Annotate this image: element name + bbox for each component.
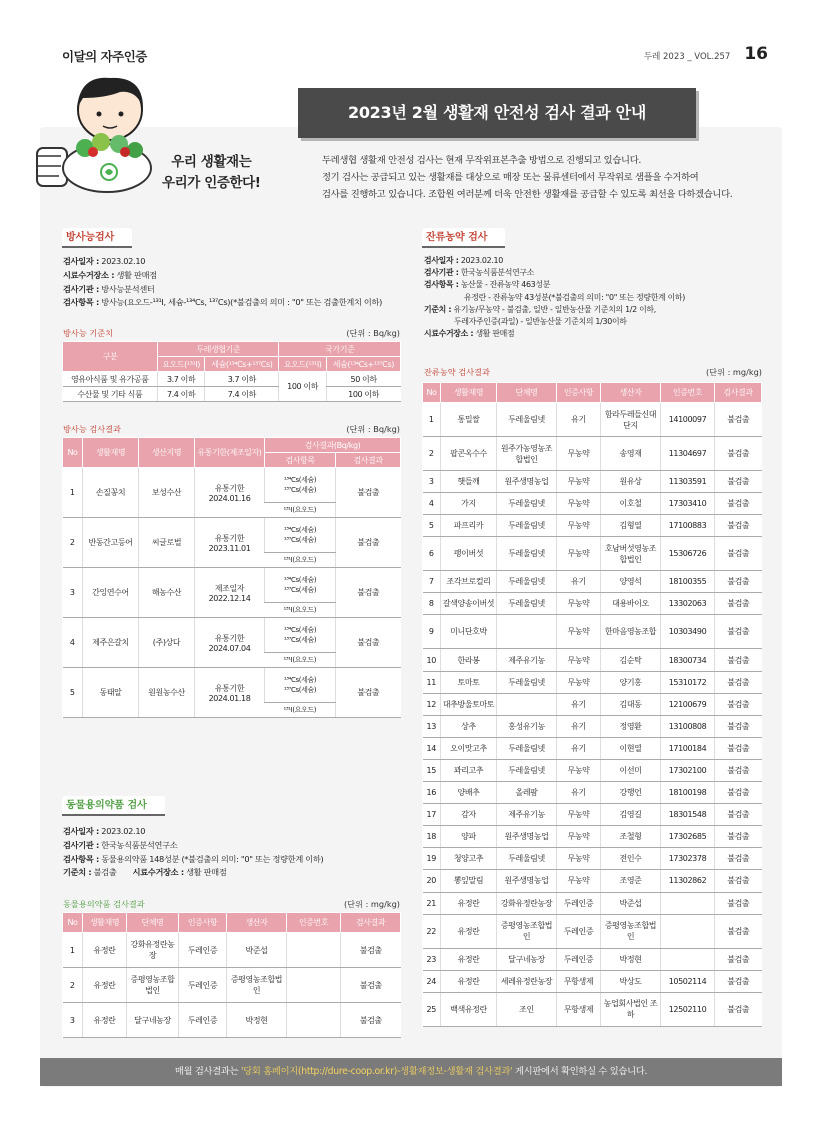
- table-cell: 24: [423, 970, 441, 992]
- intro-line: 두레생협 생활재 안전성 검사는 현재 무작위표본추출 방법으로 진행되고 있습니다.: [322, 155, 642, 166]
- pest-result-caption: 잔류농약 검사결과 (단위 : mg/kg): [424, 367, 762, 377]
- intro-line: 정기 검사는 공급되고 있는 생활재를 대상으로 매장 또는 물류센터에서 무작위로 샘플을 수거하여: [322, 172, 699, 183]
- table-cell: 증평영농조합법인: [227, 968, 287, 1003]
- table-cell: 양파: [441, 826, 497, 848]
- table-cell: 불검출: [715, 826, 762, 848]
- table-cell: ¹³⁴Cs(세슘) ¹³⁷Cs(세슘): [265, 568, 336, 603]
- table-cell: 11: [423, 671, 441, 693]
- table-cell: 조인: [497, 992, 557, 1026]
- table-cell: 박상도: [601, 970, 661, 992]
- table-cell: 원원농수산: [139, 668, 195, 718]
- table-row: [63, 968, 401, 1003]
- table-cell: [287, 1003, 341, 1038]
- table-cell: 토마토: [441, 671, 497, 693]
- table-cell: 양기홍: [601, 671, 661, 693]
- table-cell: 파프리카: [441, 515, 497, 537]
- table-cell: 조각브로컬리: [441, 571, 497, 593]
- table-cell: 대용바이오: [601, 593, 661, 615]
- table-cell: 박정현: [227, 1003, 287, 1038]
- table-cell: 유기: [557, 403, 601, 437]
- table-cell: 보성수산: [139, 468, 195, 518]
- table-row: [423, 493, 762, 515]
- table-cell: 12: [423, 693, 441, 715]
- issue-label: 두레 2023 _ VOL.257: [643, 52, 731, 62]
- table-cell: 13100808: [661, 715, 715, 737]
- table-cell: 불검출: [336, 618, 401, 668]
- table-cell: 원주가농영농조합법인: [497, 437, 557, 471]
- table-row: [423, 759, 762, 781]
- table-cell: (주)상다: [139, 618, 195, 668]
- table-cell: 17302100: [661, 759, 715, 781]
- table-cell: 불검출: [715, 948, 762, 970]
- page-number: 16: [744, 44, 768, 64]
- table-cell: 무농약: [557, 848, 601, 870]
- table-row: [63, 468, 401, 503]
- table-cell: 올레팜: [497, 782, 557, 804]
- table-cell: 무농약: [557, 870, 601, 892]
- table-cell: 14100097: [661, 403, 715, 437]
- table-cell: 무농약: [557, 537, 601, 571]
- table-cell: 유기: [557, 737, 601, 759]
- table-cell: 불검출: [715, 537, 762, 571]
- table-cell: 불검출: [715, 870, 762, 892]
- table-row: [63, 568, 401, 603]
- table-cell: [287, 933, 341, 968]
- table-cell: 불검출: [715, 493, 762, 515]
- table-cell: ¹³⁴Cs(세슘) ¹³⁷Cs(세슘): [265, 618, 336, 653]
- table-cell: 1: [423, 403, 441, 437]
- table-row: [423, 471, 762, 493]
- table-cell: 불검출: [715, 892, 762, 914]
- table-cell: 4: [63, 618, 83, 668]
- table-cell: 두레울림넷: [497, 515, 557, 537]
- table-cell: 무농약: [557, 804, 601, 826]
- table-cell: 두레울림넷: [497, 671, 557, 693]
- slogan: [162, 152, 261, 194]
- radiation-std-caption: 방사능 기준치 (단위 : Bq/kg): [63, 328, 400, 338]
- table-row: [423, 870, 762, 892]
- table-cell: [497, 615, 557, 649]
- table-cell: 두레울림넷: [497, 571, 557, 593]
- table-cell: 불검출: [336, 668, 401, 718]
- table-cell: 가지: [441, 493, 497, 515]
- table-cell: 조영준: [601, 870, 661, 892]
- table-cell: 불검출: [715, 782, 762, 804]
- table-cell: 이선미: [601, 759, 661, 781]
- table-cell: 이현열: [601, 737, 661, 759]
- table-cell: 13: [423, 715, 441, 737]
- table-row: [63, 518, 401, 553]
- pest-section-title: 잔류농약 검사: [422, 228, 505, 248]
- table-cell: 뽕잎말림: [441, 870, 497, 892]
- table-cell: 유정란: [441, 948, 497, 970]
- table-cell: 18300734: [661, 649, 715, 671]
- table-cell: 11303591: [661, 471, 715, 493]
- table-cell: 23: [423, 948, 441, 970]
- table-row: [423, 848, 762, 870]
- table-cell: 송영재: [601, 437, 661, 471]
- table-cell: 무항생제: [557, 992, 601, 1026]
- table-cell: 4: [423, 493, 441, 515]
- table-cell: 17303410: [661, 493, 715, 515]
- vet-result-table: No 생활재명 단체명 인증사항 생산자 인증번호 검사결과 1 유정란 강화유정란농장 두레인증 박준섭 불검출 2 유정란 증평영농조합법인 두레인증 증평영농조합법인 불검출 3 유정란 달구네농장 두레인증 박정현 불검출: [62, 912, 401, 1038]
- table-cell: ¹³⁴Cs(세슘) ¹³⁷Cs(세슘): [265, 468, 336, 503]
- table-cell: 조철형: [601, 826, 661, 848]
- table-cell: ¹³¹I(요오드): [265, 603, 336, 618]
- table-cell: 김대동: [601, 693, 661, 715]
- table-cell: 18100198: [661, 782, 715, 804]
- table-cell: 무항생제: [557, 970, 601, 992]
- table-cell: 팝콘옥수수: [441, 437, 497, 471]
- table-cell: 두레인증: [557, 914, 601, 948]
- table-cell: [287, 968, 341, 1003]
- table-row: [423, 671, 762, 693]
- table-row: [423, 782, 762, 804]
- table-cell: 불검출: [341, 968, 401, 1003]
- table-cell: 18301548: [661, 804, 715, 826]
- table-cell: 11304697: [661, 437, 715, 471]
- table-cell: 17: [423, 804, 441, 826]
- radiation-result-table: No 생활재명 생산지명 유통기한(제조일자) 검사결과(Bq/kg) 검사항목 검사결과 1 손질꽁치 보성수산 유통기한 2024.01.16 ¹³⁴Cs(세슘) ¹³⁷Cs(세슘) 불검출 ¹³¹I(요오드) 2 반동간고등어 씨글로벌 유통기한 2023.11.01 ¹³⁴Cs(세슘) ¹³⁷Cs(세슘) 불검출 ¹³¹I(요오드) 3 간잉연수어 해농수산 제조일자 2022.12.14 ¹³⁴Cs(세슘) ¹³⁷Cs(세슘) 불검출 ¹³¹I(요오드) 4 제주은갈치 (주)상다 유통기한 2024.07.04 ¹³⁴Cs(세슘) ¹³⁷Cs(세슘) 불검출 ¹³¹I(요오드) 5 동태알 원원농수산 유통기한 2024.01.18 ¹³⁴Cs(세슘) ¹³⁷Cs(세슘) 불검출 ¹³¹I(요오드): [62, 437, 401, 718]
- table-cell: 박준섭: [227, 933, 287, 968]
- table-cell: 불검출: [336, 568, 401, 618]
- table-cell: 달구네농장: [497, 948, 557, 970]
- table-cell: 감자: [441, 804, 497, 826]
- table-cell: 농업회사법인 조하: [601, 992, 661, 1026]
- section-label: 이달의 자주인증: [62, 49, 147, 64]
- table-cell: 증평영농조합법인: [497, 914, 557, 948]
- table-cell: 불검출: [715, 848, 762, 870]
- table-row: [423, 693, 762, 715]
- table-row: [423, 615, 762, 649]
- table-cell: 무농약: [557, 759, 601, 781]
- table-cell: 원유상: [601, 471, 661, 493]
- table-cell: 김영길: [601, 804, 661, 826]
- table-cell: 양배추: [441, 782, 497, 804]
- table-cell: 유통기한 2024.01.16: [195, 468, 265, 518]
- table-row: [63, 618, 401, 653]
- table-cell: 불검출: [715, 804, 762, 826]
- table-cell: 20: [423, 870, 441, 892]
- table-cell: 미니단호박: [441, 615, 497, 649]
- table-cell: 대추방울토마토: [441, 693, 497, 715]
- table-cell: 두레울림넷: [497, 759, 557, 781]
- table-cell: 양영석: [601, 571, 661, 593]
- pest-result-table: No 생활재명 단체명 인증사항 생산자 인증번호 검사결과 1 통밀쌀 두레울림넷 유기 함라두레들신대단지 14100097 불검출 2 팝콘옥수수 원주가농영농조합법인 무농약 송영재 11304697 불검출 3 햇들깨 원주생명농업 무농약 원유상 11303591 불검출 4 가지 두레울림넷 무농약 이호철 17303410 불검출 5 파프리카 두레울림넷 무농약 김형열 17100883 불검출 6 팽이버섯 두레울림넷 무농약 호남버섯영농조합법인 15306726 불검출 7 조각브로컬리 두레울림넷 유기 양영석 18100355 불검출 8 갈색양송이버섯 두레울림넷 무농약 대용바이오 13302063 불검출 9 미니단호박 무농약 한마음영농조합 10303490 불검출 10 한라봉 제주유기농 무농약 김순탁 18300734 불검출 11 토마토 두레울림넷 무농약 양기홍 15310172 불검출 12 대추방울토마토 유기 김대동 12100679 불검출 13 상추 홍성유기농 유기 정영환 13100808 불검출 14 오이맛고추 두레울림넷 유기 이현열 17100184 불검출 15 꽈리고추 두레울림넷 무농약 이선미 17302100 불검출 16 양배추 올레팜 유기 강행언 18100198 불검출 17 감자 제주유기농 무농약 김영길 18301548 불검출 18 양파 원주생명농업 무농약 조철형 17302685 불검출 19 청양고추 두레울림넷 무농약 전인수 17302378 불검출 20 뽕잎말림 원주생명농업 무농약 조영준 11302862 불검출 21 유정란 강화유정란농장 두레인증 박준섭 불검출 22 유정란 증평영농조합법인 두레인증 증평영농조합법인 불검출 23 유정란 달구네농장 두레인증 박정현 불검출 24 유정란 세레유정란농장 무항생제 박상도 10502114 불검출 25 백색유정란 조인 무항생제 농업회사법인 조하 12502110 불검출: [422, 382, 762, 1027]
- table-cell: 두레울림넷: [497, 403, 557, 437]
- table-cell: 오이맛고추: [441, 737, 497, 759]
- table-cell: 박준섭: [601, 892, 661, 914]
- table-cell: 10: [423, 649, 441, 671]
- table-cell: 무농약: [557, 515, 601, 537]
- table-row: [423, 826, 762, 848]
- table-cell: 3: [63, 1003, 83, 1038]
- table-cell: 불검출: [336, 518, 401, 568]
- table-cell: 1: [63, 468, 83, 518]
- table-cell: 강화유정란농장: [127, 933, 179, 968]
- table-row: [423, 948, 762, 970]
- table-cell: 팽이버섯: [441, 537, 497, 571]
- table-cell: 이호철: [601, 493, 661, 515]
- table-cell: [661, 948, 715, 970]
- table-cell: 전인수: [601, 848, 661, 870]
- vet-info: 검사일자 : 2023.02.10 검사기관 : 한국농식품분석연구소 검사항목 : 동물용의약품 148성분 (*불검출의 의미: "0" 또는 정량한계 이하) 기준치 : 불검출 시료수거장소 : 생활 판매점: [63, 826, 324, 878]
- table-cell: 불검출: [715, 403, 762, 437]
- table-cell: 유정란: [83, 933, 127, 968]
- table-cell: 3: [63, 568, 83, 618]
- table-cell: 불검출: [715, 914, 762, 948]
- radiation-section-title: 방사능검사: [62, 228, 132, 248]
- table-cell: 유통기한 2024.01.18: [195, 668, 265, 718]
- table-cell: 무농약: [557, 671, 601, 693]
- table-row: [423, 403, 762, 437]
- table-cell: 불검출: [715, 715, 762, 737]
- table-cell: 5: [63, 668, 83, 718]
- table-cell: ¹³¹I(요오드): [265, 653, 336, 668]
- table-cell: 두레울림넷: [497, 737, 557, 759]
- table-cell: 갈색양송이버섯: [441, 593, 497, 615]
- pest-info: 검사일자 : 2023.02.10 검사기관 : 한국농식품분석연구소 검사항목 : 농산물 - 잔류농약 463성분 유정란 - 잔류농약 43성분(*불검출의 의미: "0" 또는 정량한계 이하) 기준치 : 유기농/무농약 - 불검출, 일반 - 일반농산물 기준치의 1/2 이하, 두레자주인증(과일) - 일반농산물 기준치의 1/30이하 시료수거장소 : 생활 판매점: [424, 256, 686, 339]
- table-cell: 청양고추: [441, 848, 497, 870]
- table-cell: 함라두레들신대단지: [601, 403, 661, 437]
- table-cell: 반동간고등어: [83, 518, 139, 568]
- table-cell: 두레울림넷: [497, 537, 557, 571]
- table-cell: 2: [423, 437, 441, 471]
- table-row: [423, 914, 762, 948]
- table-cell: 2: [63, 518, 83, 568]
- table-cell: 1: [63, 933, 83, 968]
- table-cell: 9: [423, 615, 441, 649]
- table-cell: 달구네농장: [127, 1003, 179, 1038]
- table-cell: 두레인증: [557, 892, 601, 914]
- table-cell: 17302378: [661, 848, 715, 870]
- table-cell: 무농약: [557, 493, 601, 515]
- table-cell: 무농약: [557, 615, 601, 649]
- table-cell: 유정란: [83, 968, 127, 1003]
- table-row: [423, 715, 762, 737]
- table-cell: 불검출: [715, 515, 762, 537]
- table-row: [423, 515, 762, 537]
- table-cell: 간잉연수어: [83, 568, 139, 618]
- table-cell: 불검출: [336, 468, 401, 518]
- table-cell: 불검출: [341, 933, 401, 968]
- table-cell: 유정란: [83, 1003, 127, 1038]
- table-cell: ¹³¹I(요오드): [265, 503, 336, 518]
- table-cell: 불검출: [715, 737, 762, 759]
- table-cell: 불검출: [715, 759, 762, 781]
- table-cell: 불검출: [715, 649, 762, 671]
- table-cell: 강행언: [601, 782, 661, 804]
- table-cell: 11302862: [661, 870, 715, 892]
- table-cell: 무농약: [557, 826, 601, 848]
- table-cell: 18: [423, 826, 441, 848]
- table-cell: 유기: [557, 715, 601, 737]
- slogan-line1: 우리 생활재는: [171, 154, 252, 170]
- table-cell: 12100679: [661, 693, 715, 715]
- table-cell: 유통기한 2023.11.01: [195, 518, 265, 568]
- table-cell: 13302063: [661, 593, 715, 615]
- table-cell: 강화유정란농장: [497, 892, 557, 914]
- table-cell: 불검출: [715, 437, 762, 471]
- table-cell: 제주유기농: [497, 804, 557, 826]
- table-cell: ¹³⁴Cs(세슘) ¹³⁷Cs(세슘): [265, 668, 336, 703]
- table-row: [423, 593, 762, 615]
- table-cell: 5: [423, 515, 441, 537]
- table-row: [423, 992, 762, 1026]
- table-cell: 18100355: [661, 571, 715, 593]
- slogan-line2: 우리가 인증한다!: [162, 175, 261, 191]
- vet-section-title: 동물용의약품 검사: [62, 796, 165, 816]
- footer-notice: 매월 검사결과는 '당회 홈페이지(http://dure-coop.or.kr)-생활재정보-생활재 검사결과' 게시판에서 확인하실 수 있습니다.: [40, 1058, 782, 1086]
- table-cell: 꽈리고추: [441, 759, 497, 781]
- table-cell: 증평영농조합법인: [127, 968, 179, 1003]
- table-cell: 세레유정란농장: [497, 970, 557, 992]
- table-cell: [661, 914, 715, 948]
- table-cell: 유기: [557, 693, 601, 715]
- table-cell: 원주생명농업: [497, 471, 557, 493]
- intro-line: 검사를 진행하고 있습니다. 조합원 여러분께 더욱 안전한 생활재를 공급할 수 있도록 최선을 다하겠습니다.: [322, 189, 733, 200]
- table-cell: 6: [423, 537, 441, 571]
- table-cell: 15: [423, 759, 441, 781]
- table-cell: 홍성유기농: [497, 715, 557, 737]
- table-cell: 17100184: [661, 737, 715, 759]
- table-cell: [661, 892, 715, 914]
- table-cell: 7: [423, 571, 441, 593]
- table-cell: 상추: [441, 715, 497, 737]
- table-cell: 17302685: [661, 826, 715, 848]
- radiation-result-caption: 방사능 검사결과 (단위 : Bq/kg): [63, 424, 400, 434]
- table-cell: 한마음영농조합: [601, 615, 661, 649]
- table-row: [63, 1003, 401, 1038]
- radiation-std-table: 구분 두레생협기준 국가기준 요오드(¹³¹I) 세슘(¹³⁴Cs+¹³⁷Cs) 요오드(¹³¹I) 세슘(¹³⁴Cs+¹³⁷Cs) 영유아식품 및 유가공품 3.7 이하 3.7 이하 100 이하 50 이하 수산물 및 기타 식품 7.4 이하 7.4 이하 100 이하: [62, 341, 401, 402]
- table-cell: 유기: [557, 571, 601, 593]
- table-cell: 유정란: [441, 914, 497, 948]
- table-cell: 무농약: [557, 649, 601, 671]
- table-cell: 불검출: [715, 671, 762, 693]
- table-cell: 두레울림넷: [497, 593, 557, 615]
- table-cell: 불검출: [341, 1003, 401, 1038]
- table-cell: 제주은갈치: [83, 618, 139, 668]
- table-cell: 김형열: [601, 515, 661, 537]
- table-cell: 10303490: [661, 615, 715, 649]
- table-cell: 해농수산: [139, 568, 195, 618]
- table-cell: 15306726: [661, 537, 715, 571]
- radiation-info: 검사일자 : 2023.02.10 시료수거장소 : 생활 판매점 검사기관 : 방사능분석센터 검사항목 : 방사능(요오드-¹³¹I, 세슘-¹³⁴Cs, ¹³⁷Cs)(*불검출의 의미 : "0" 또는 검출한계치 이하): [63, 256, 383, 308]
- table-cell: ¹³¹I(요오드): [265, 703, 336, 718]
- table-cell: 박정현: [601, 948, 661, 970]
- table-cell: 12502110: [661, 992, 715, 1026]
- table-cell: 22: [423, 914, 441, 948]
- table-cell: 두레울림넷: [497, 493, 557, 515]
- table-cell: 15310172: [661, 671, 715, 693]
- table-cell: 16: [423, 782, 441, 804]
- table-cell: 유정란: [441, 970, 497, 992]
- table-cell: 불검출: [715, 992, 762, 1026]
- table-cell: 19: [423, 848, 441, 870]
- table-cell: 14: [423, 737, 441, 759]
- table-cell: 동태알: [83, 668, 139, 718]
- table-row: [423, 970, 762, 992]
- table-cell: 두레인증: [179, 1003, 227, 1038]
- table-cell: 불검출: [715, 593, 762, 615]
- intro-text: [322, 152, 762, 203]
- table-cell: 증평영농조합법인: [601, 914, 661, 948]
- table-cell: 불검출: [715, 615, 762, 649]
- table-cell: 원주생명농업: [497, 826, 557, 848]
- table-cell: 무농약: [557, 437, 601, 471]
- table-cell: 제주유기농: [497, 649, 557, 671]
- table-row: [423, 437, 762, 471]
- vet-result-caption: 동물용의약품 검사결과 (단위 : mg/kg): [63, 899, 400, 909]
- table-cell: 원주생명농업: [497, 870, 557, 892]
- table-cell: 21: [423, 892, 441, 914]
- table-cell: ¹³⁴Cs(세슘) ¹³⁷Cs(세슘): [265, 518, 336, 553]
- table-cell: 씨글로벌: [139, 518, 195, 568]
- table-row: [63, 668, 401, 703]
- page-title: 2023년 2월 생활재 안전성 검사 결과 안내: [298, 88, 696, 138]
- table-row: [423, 571, 762, 593]
- table-cell: 3: [423, 471, 441, 493]
- table-cell: 불검출: [715, 471, 762, 493]
- table-row: [423, 649, 762, 671]
- table-cell: 무농약: [557, 471, 601, 493]
- table-cell: [497, 693, 557, 715]
- table-cell: ¹³¹I(요오드): [265, 553, 336, 568]
- table-cell: 17100883: [661, 515, 715, 537]
- table-cell: 두레인증: [179, 968, 227, 1003]
- table-cell: 두레인증: [557, 948, 601, 970]
- table-row: [63, 933, 401, 968]
- table-cell: 제조일자 2022.12.14: [195, 568, 265, 618]
- table-row: [423, 804, 762, 826]
- table-cell: 무농약: [557, 593, 601, 615]
- table-cell: 10502114: [661, 970, 715, 992]
- table-cell: 유정란: [441, 892, 497, 914]
- table-cell: 호남버섯영농조합법인: [601, 537, 661, 571]
- table-cell: 백색유정란: [441, 992, 497, 1026]
- table-row: [423, 537, 762, 571]
- table-row: [423, 737, 762, 759]
- table-cell: 통밀쌀: [441, 403, 497, 437]
- table-cell: 불검출: [715, 970, 762, 992]
- table-cell: 불검출: [715, 693, 762, 715]
- table-cell: 유기: [557, 782, 601, 804]
- table-cell: 불검출: [715, 571, 762, 593]
- table-cell: 2: [63, 968, 83, 1003]
- table-cell: 정영환: [601, 715, 661, 737]
- table-cell: 한라봉: [441, 649, 497, 671]
- table-row: [423, 892, 762, 914]
- table-cell: 햇들깨: [441, 471, 497, 493]
- table-cell: 25: [423, 992, 441, 1026]
- table-cell: 손질꽁치: [83, 468, 139, 518]
- table-cell: 김순탁: [601, 649, 661, 671]
- table-cell: 두레울림넷: [497, 848, 557, 870]
- table-cell: 유통기한 2024.07.04: [195, 618, 265, 668]
- table-cell: 8: [423, 593, 441, 615]
- table-cell: 두레인증: [179, 933, 227, 968]
